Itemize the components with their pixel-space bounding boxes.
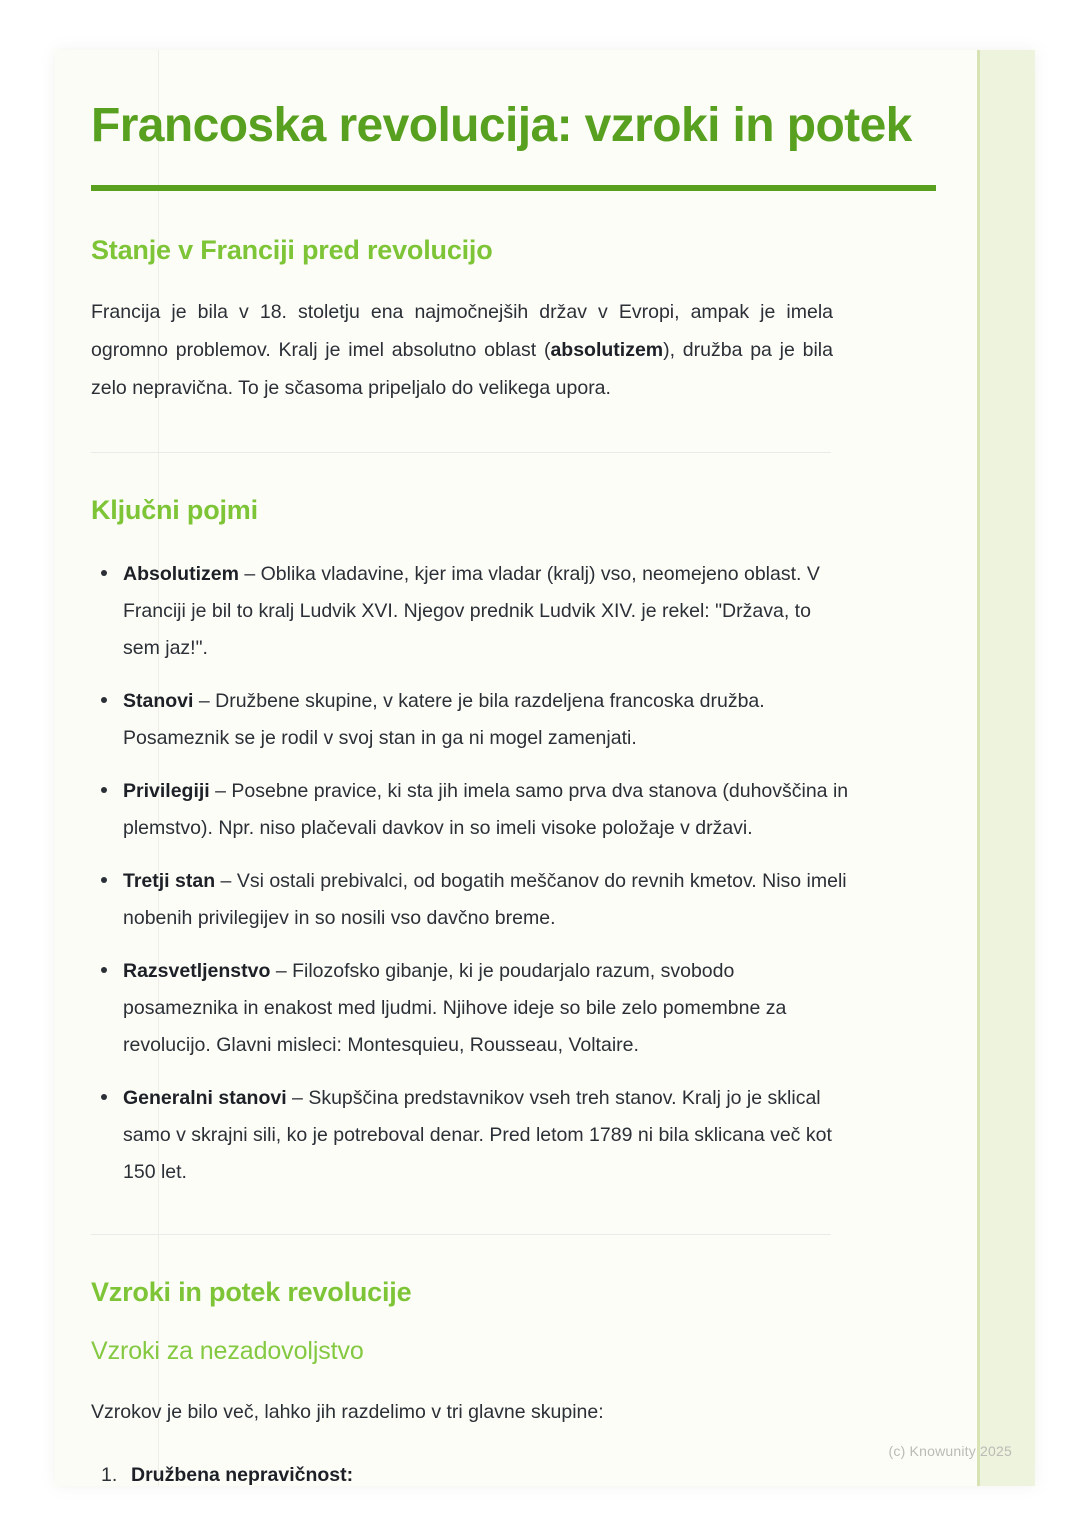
key-term-label: Generalni stanovi — [123, 1087, 287, 1110]
page-right-band — [980, 50, 1035, 1486]
spacer — [91, 1235, 941, 1277]
section-heading-causes: Vzroki in potek revolucije — [91, 1277, 412, 1308]
list-item — [91, 1080, 851, 1191]
causes-paragraph: Vzrokov je bilo več, lahko jih razdelimo v tri glavne skupine: — [91, 1401, 604, 1424]
spacer — [91, 453, 941, 495]
key-term-dash: – — [286, 1087, 309, 1110]
list-item — [91, 683, 851, 757]
list-item: Družbena nepravičnost: — [131, 1464, 354, 1486]
list-item — [91, 863, 851, 937]
spacer — [91, 191, 941, 235]
key-term-definition: Filozofsko gibanje, ki je poudarjalo razum, svobodo posameznika in enakost med ljudmi. Njihove ideje so bile zelo pomembne za revolucijo. Glavni misleci: Montesquieu, Rousseau, Voltaire. — [123, 960, 787, 1057]
section-heading-intro: Stanje v Franciji pred revolucijo — [91, 234, 493, 265]
intro-paragraph-bold-term: absolutizem — [550, 338, 664, 361]
key-term-dash: – — [193, 689, 216, 712]
key-term-definition: Vsi ostali prebivalci, od bogatih meščanov do revnih kmetov. Niso imeli nobenih privilegijev in so nosili vso davčno breme. — [123, 869, 847, 929]
list-item — [91, 953, 851, 1064]
key-term-dash: – — [209, 779, 232, 802]
subsection-heading-discontent: Vzroki za nezadovoljstvo — [91, 1337, 364, 1366]
key-term-dash: – — [238, 562, 261, 585]
key-term-dash: – — [270, 960, 293, 983]
document-content — [91, 85, 941, 1486]
key-term-definition: Skupščina predstavnikov vseh treh stanov. Kralj jo je sklical samo v skrajni sili, ko je potreboval denar. Pred letom 1789 ni bila sklicana več kot 150 let. — [123, 1087, 832, 1184]
key-term-definition: Družbene skupine, v katere je bila razdeljena francoska družba. Posameznik se je rodil v svoj stan in ga ni mogel zamenjati. — [123, 689, 765, 749]
key-term-label: Absolutizem — [123, 562, 239, 585]
key-term-definition: Posebne pravice, ki sta jih imela samo prva dva stanova (duhovščina in plemstvo). Npr. niso plačevali davkov in so imeli visoke položaje v državi. — [123, 779, 849, 839]
key-term-label: Tretji stan — [123, 869, 216, 892]
intro-paragraph — [91, 293, 833, 407]
page-title: Francoska revolucija: vzroki in potek — [91, 99, 912, 152]
causes-numbered-list — [91, 1457, 851, 1486]
copyright-watermark: (c) Knowunity 2025 — [888, 1443, 1012, 1459]
key-term-label: Razsvetljenstvo — [123, 960, 271, 983]
section-heading-key-terms: Ključni pojmi — [91, 494, 258, 525]
intro-paragraph-part1: Francija je bila v 18. stoletju ena najmočnejših držav v Evropi, ampak je imela ogromno problemov. Kralj je imel absolutno oblast ( — [91, 300, 833, 361]
key-term-label: Privilegiji — [123, 779, 210, 802]
list-item — [91, 773, 851, 847]
spacer — [91, 1308, 941, 1337]
key-terms-list — [91, 556, 851, 1192]
document-page — [55, 50, 1035, 1486]
key-term-dash: – — [215, 869, 237, 892]
intro-paragraph-part2: ), družba pa je bila zelo nepravična. To je sčasoma pripeljalo do velikega upora. — [91, 338, 833, 399]
key-term-definition: Oblika vladavine, kjer ima vladar (kralj) vso, neomejeno oblast. V Franciji je bil to kralj Ludvik XVI. Njegov prednik Ludvik XIV. je rekel: "Država, to sem jaz!". — [123, 562, 820, 659]
list-item — [91, 556, 851, 667]
key-term-label: Stanovi — [123, 689, 194, 712]
